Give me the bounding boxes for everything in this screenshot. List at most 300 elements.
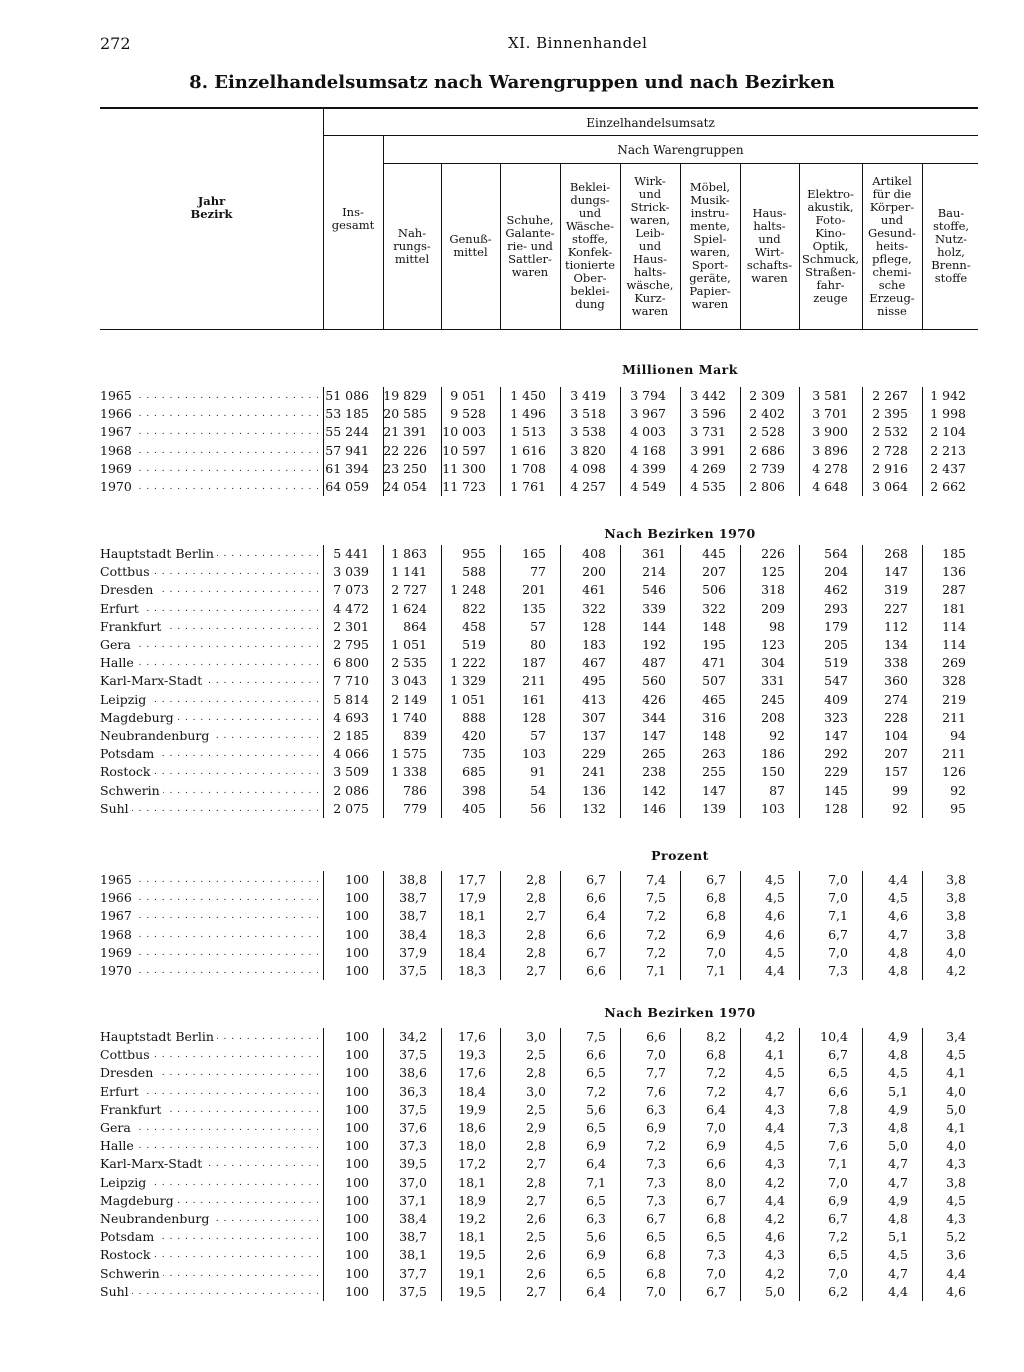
column-header: Genuß- mittel (449, 232, 492, 259)
table-cell: 7,1 (646, 963, 666, 978)
table-cell: 4,6 (888, 908, 908, 924)
table-cell: 157 (884, 764, 908, 780)
table-cell: 1 575 (391, 746, 427, 762)
table-cell: 4,7 (888, 1156, 908, 1172)
row-label-text: Dresden (100, 1065, 156, 1080)
table-row (100, 889, 980, 907)
table-cell: 1 496 (510, 406, 546, 422)
table-cell: 6,6 (586, 1047, 606, 1063)
table-cell: 2 104 (930, 424, 966, 440)
table-cell: 3 419 (570, 388, 606, 403)
table-row (100, 1101, 980, 1119)
table-cell: 8,0 (706, 1174, 726, 1190)
table-row (100, 727, 980, 745)
table-cell: 1 998 (930, 406, 966, 422)
row-label-text: 1967 (100, 424, 135, 439)
table-cell: 6,9 (586, 1247, 606, 1263)
table-cell: 3,8 (946, 890, 966, 906)
table-cell: 6,5 (706, 1229, 726, 1245)
table-cell: 38,7 (399, 908, 427, 924)
table-cell: 37,3 (399, 1138, 427, 1154)
table-cell: 6,5 (586, 1265, 606, 1281)
table-cell: 100 (345, 1083, 369, 1099)
table-row (100, 1283, 980, 1301)
table-cell: 4,5 (765, 890, 785, 906)
table-cell: 2,8 (526, 890, 546, 906)
table-cell: 269 (942, 655, 966, 671)
table-cell: 144 (642, 618, 666, 634)
table-cell: 864 (403, 618, 427, 634)
row-label (100, 636, 318, 654)
column-header: Schuhe, Galante- rie- und Sattler- waren (505, 212, 555, 279)
row-label-text: Schwerin (100, 783, 163, 798)
table-cell: 4,5 (946, 1047, 966, 1063)
table-cell: 3 043 (391, 673, 427, 689)
table-cell: 147 (824, 728, 848, 743)
row-label-text: Karl-Marx-Stadt (100, 673, 205, 688)
header-bottom-rule (100, 329, 978, 330)
table-cell: 39,5 (399, 1156, 427, 1172)
table-cell: 195 (702, 637, 726, 652)
table-cell: 1 740 (391, 709, 427, 725)
table-cell: 100 (345, 890, 369, 906)
table-cell: 123 (761, 637, 785, 652)
table-cell: 92 (892, 800, 908, 816)
table-cell: 211 (942, 746, 966, 762)
table-cell: 2,7 (526, 963, 546, 978)
table-cell: 57 (530, 618, 546, 634)
row-label (100, 907, 318, 925)
table-cell: 4 269 (690, 460, 726, 476)
table-cell: 2,8 (526, 944, 546, 960)
table-cell: 226 (761, 546, 785, 561)
table-row (100, 1192, 980, 1210)
table-cell: 2 301 (333, 618, 369, 634)
table-cell: 150 (761, 764, 785, 780)
table-cell: 55 244 (325, 424, 369, 440)
table-cell: 125 (761, 564, 785, 580)
table-cell: 322 (582, 600, 606, 616)
header-column-rule (560, 163, 561, 329)
table-row (100, 1228, 980, 1246)
table-cell: 241 (582, 764, 606, 780)
table-row (100, 618, 980, 636)
table-cell: 146 (642, 800, 666, 816)
table-cell: 4 098 (570, 460, 606, 476)
table-cell: 19,9 (458, 1101, 486, 1117)
table-cell: 495 (582, 673, 606, 689)
running-head: XI. Binnenhandel (508, 34, 648, 52)
table-cell: 183 (582, 637, 606, 652)
table-cell: 2,8 (526, 1174, 546, 1190)
table-cell: 7,2 (646, 944, 666, 960)
table-cell: 4,6 (765, 908, 785, 924)
row-label-text: Potsdam (100, 746, 157, 761)
table-cell: 2,8 (526, 872, 546, 887)
table-cell: 331 (761, 673, 785, 689)
table-cell: 7,2 (706, 1065, 726, 1081)
section-title: Millionen Mark (622, 362, 738, 377)
table-cell: 187 (522, 655, 546, 671)
table-cell: 38,7 (399, 890, 427, 906)
row-label (100, 1246, 318, 1264)
table-row (100, 581, 980, 599)
table-cell: 100 (345, 1065, 369, 1081)
table-cell: 6,7 (828, 926, 848, 942)
table-cell: 161 (522, 691, 546, 707)
table-cell: 186 (761, 746, 785, 762)
table-cell: 98 (769, 618, 785, 634)
page-number: 272 (100, 34, 131, 53)
table-cell: 51 086 (325, 388, 369, 403)
table-cell: 360 (884, 673, 908, 689)
table-cell: 3 701 (812, 406, 848, 422)
table-cell: 465 (702, 691, 726, 707)
table-cell: 103 (761, 800, 785, 816)
table-cell: 6,6 (646, 1029, 666, 1044)
table-cell: 18,1 (458, 1229, 486, 1245)
row-label-text: Leipzig (100, 1175, 149, 1190)
table-cell: 2 806 (749, 479, 785, 494)
row-label-text: Cottbus (100, 1047, 153, 1062)
table-cell: 461 (582, 582, 606, 598)
table-cell: 19,5 (458, 1283, 486, 1299)
table-cell: 37,0 (399, 1174, 427, 1190)
row-label-text: 1965 (100, 388, 135, 403)
column-header: Möbel, Musik- instru- mente, Spiel- waren, Sport- geräte, Papier- waren (689, 180, 731, 311)
table-cell: 293 (824, 600, 848, 616)
table-cell: 2 395 (872, 406, 908, 422)
table-cell: 38,1 (399, 1247, 427, 1263)
table-cell: 4 066 (333, 746, 369, 762)
table-cell: 6,7 (706, 872, 726, 887)
table-cell: 2 662 (930, 479, 966, 494)
table-cell: 405 (462, 800, 486, 816)
table-cell: 2,6 (526, 1265, 546, 1281)
table-cell: 7,0 (828, 872, 848, 887)
table-cell: 4,1 (946, 1120, 966, 1135)
table-cell: 3,6 (946, 1247, 966, 1263)
row-label (100, 618, 318, 636)
table-cell: 1 329 (450, 673, 486, 689)
table-cell: 4,8 (888, 1120, 908, 1135)
row-label-text: Erfurt (100, 1084, 142, 1099)
table-cell: 4,1 (765, 1047, 785, 1063)
table-cell: 3 518 (570, 406, 606, 422)
table-cell: 4,4 (888, 1283, 908, 1299)
table-cell: 17,9 (458, 890, 486, 906)
table-cell: 100 (345, 1211, 369, 1226)
table-cell: 6,9 (706, 1138, 726, 1154)
header-column-rule (862, 163, 863, 329)
table-cell: 5,0 (765, 1283, 785, 1299)
table-cell: 37,5 (399, 1283, 427, 1299)
group-heading: Einzelhandelsumsatz (586, 116, 715, 130)
row-label-text: 1966 (100, 406, 135, 421)
table-cell: 19,3 (458, 1047, 486, 1063)
table-cell: 1 338 (391, 764, 427, 780)
table-cell: 4,6 (765, 926, 785, 942)
table-cell: 10,4 (820, 1029, 848, 1044)
row-label (100, 944, 318, 962)
table-cell: 192 (642, 637, 666, 652)
table-cell: 3 581 (812, 388, 848, 403)
table-cell: 307 (582, 709, 606, 725)
table-cell: 2 728 (872, 442, 908, 458)
table-cell: 6,7 (586, 872, 606, 887)
table-cell: 467 (582, 655, 606, 671)
table-cell: 3 967 (630, 406, 666, 422)
table-cell: 786 (403, 782, 427, 798)
table-cell: 201 (522, 582, 546, 598)
table-cell: 229 (582, 746, 606, 762)
table-cell: 3 509 (333, 764, 369, 780)
column-header: Nah- rungs- mittel (393, 225, 431, 266)
table-cell: 2,8 (526, 1138, 546, 1154)
table-cell: 5,1 (888, 1229, 908, 1245)
row-label (100, 1028, 318, 1046)
table-cell: 6,7 (828, 1211, 848, 1226)
table-cell: 227 (884, 600, 908, 616)
table-cell: 24 054 (383, 479, 427, 494)
table-cell: 4 168 (630, 442, 666, 458)
table-cell: 7,2 (646, 908, 666, 924)
table-cell: 147 (702, 782, 726, 798)
table-cell: 3 064 (872, 479, 908, 494)
table-cell: 136 (942, 564, 966, 580)
table-cell: 1 513 (510, 424, 546, 440)
table-cell: 100 (345, 1265, 369, 1281)
table-cell: 6,7 (586, 944, 606, 960)
table-cell: 148 (702, 618, 726, 634)
table-row (100, 1119, 980, 1137)
table-cell: 4,4 (946, 1265, 966, 1281)
table-cell: 128 (824, 800, 848, 816)
table-cell: 38,4 (399, 1211, 427, 1226)
table-cell: 7,5 (646, 890, 666, 906)
table-cell: 7,3 (706, 1247, 726, 1263)
row-label (100, 654, 318, 672)
table-cell: 2 532 (872, 424, 908, 440)
table-cell: 7,0 (706, 1265, 726, 1281)
row-label-text: 1970 (100, 479, 135, 494)
table-cell: 888 (462, 709, 486, 725)
table-cell: 2 916 (872, 460, 908, 476)
table-cell: 1 222 (450, 655, 486, 671)
row-label (100, 672, 318, 690)
table-cell: 4,9 (888, 1101, 908, 1117)
table-cell: 7,0 (706, 944, 726, 960)
row-label (100, 478, 318, 496)
table-cell: 87 (769, 782, 785, 798)
table-cell: 9 528 (450, 406, 486, 422)
table-cell: 955 (462, 546, 486, 561)
table-cell: 2 309 (749, 388, 785, 403)
table-cell: 136 (582, 782, 606, 798)
table-cell: 4,5 (888, 1065, 908, 1081)
row-label (100, 545, 318, 563)
table-cell: 18,3 (458, 963, 486, 978)
table-cell: 99 (892, 782, 908, 798)
table-cell: 7,2 (646, 1138, 666, 1154)
table-cell: 1 248 (450, 582, 486, 598)
table-cell: 3 896 (812, 442, 848, 458)
table-row (100, 405, 980, 423)
table-cell: 137 (582, 728, 606, 743)
table-cell: 37,1 (399, 1192, 427, 1208)
table-cell: 4,5 (765, 872, 785, 887)
header-column-rule (922, 163, 923, 329)
table-row (100, 962, 980, 980)
table-cell: 4 472 (333, 600, 369, 616)
table-cell: 100 (345, 1101, 369, 1117)
table-cell: 100 (345, 926, 369, 942)
table-cell: 4,7 (888, 926, 908, 942)
table-cell: 7,2 (706, 1083, 726, 1099)
table-cell: 6,9 (646, 1120, 666, 1135)
table-cell: 6,2 (828, 1283, 848, 1299)
table-cell: 10 003 (442, 424, 486, 440)
group-rule (323, 135, 978, 136)
table-cell: 7,0 (646, 1047, 666, 1063)
table-cell: 2,6 (526, 1247, 546, 1263)
table-cell: 4,4 (888, 872, 908, 887)
table-cell: 4,7 (765, 1083, 785, 1099)
table-cell: 1 141 (391, 564, 427, 580)
table-cell: 6,9 (706, 926, 726, 942)
row-label-text: Cottbus (100, 564, 153, 579)
table-row (100, 387, 980, 405)
table-cell: 148 (702, 728, 726, 743)
table-cell: 112 (884, 618, 908, 634)
table-cell: 100 (345, 963, 369, 978)
table-cell: 4,8 (888, 1047, 908, 1063)
table-cell: 519 (462, 637, 486, 652)
table-cell: 103 (522, 746, 546, 762)
row-label (100, 1265, 318, 1283)
table-cell: 6,9 (586, 1138, 606, 1154)
table-cell: 316 (702, 709, 726, 725)
table-cell: 100 (345, 1120, 369, 1135)
table-cell: 323 (824, 709, 848, 725)
table-cell: 4,5 (765, 1138, 785, 1154)
row-label (100, 1046, 318, 1064)
table-row (100, 800, 980, 818)
table-cell: 6,4 (586, 908, 606, 924)
table-cell: 839 (403, 728, 427, 743)
table-cell: 5,0 (888, 1138, 908, 1154)
table-cell: 2,9 (526, 1120, 546, 1135)
table-cell: 3 039 (333, 564, 369, 580)
row-label-text: 1968 (100, 927, 135, 942)
table-cell: 100 (345, 1047, 369, 1063)
table-cell: 7,5 (586, 1029, 606, 1044)
table-cell: 128 (582, 618, 606, 634)
table-cell: 7,1 (828, 908, 848, 924)
table-cell: 38,8 (399, 872, 427, 887)
table-cell: 100 (345, 872, 369, 887)
row-label-text: Gera (100, 1120, 134, 1135)
table-row (100, 1174, 980, 1192)
table-row (100, 907, 980, 925)
table-cell: 100 (345, 1156, 369, 1172)
table-cell: 6,3 (586, 1211, 606, 1226)
table-cell: 1 863 (391, 546, 427, 561)
table-cell: 6,5 (586, 1120, 606, 1135)
table-cell: 4 278 (812, 460, 848, 476)
table-cell: 7,6 (828, 1138, 848, 1154)
table-cell: 3,8 (946, 1174, 966, 1190)
table-cell: 4 535 (690, 479, 726, 494)
table-cell: 685 (462, 764, 486, 780)
table-cell: 506 (702, 582, 726, 598)
row-label (100, 1192, 318, 1210)
table-cell: 53 185 (325, 406, 369, 422)
table-cell: 4,9 (888, 1192, 908, 1208)
row-label (100, 962, 318, 980)
table-row (100, 672, 980, 690)
row-label (100, 1083, 318, 1101)
table-cell: 100 (345, 1138, 369, 1154)
table-cell: 6,5 (646, 1229, 666, 1245)
table-cell: 6,5 (586, 1065, 606, 1081)
row-label-text: Hauptstadt Berlin (100, 546, 217, 561)
table-row (100, 478, 980, 496)
table-row (100, 442, 980, 460)
table-cell: 546 (642, 582, 666, 598)
table-cell: 7,2 (828, 1229, 848, 1245)
table-cell: 7,2 (586, 1083, 606, 1099)
table-cell: 181 (942, 600, 966, 616)
row-label (100, 1137, 318, 1155)
table-row (100, 1083, 980, 1101)
table-cell: 3,4 (946, 1029, 966, 1044)
table-cell: 100 (345, 1247, 369, 1263)
row-label-text: Neubrandenburg (100, 728, 212, 743)
row-label (100, 460, 318, 478)
table-row (100, 926, 980, 944)
table-cell: 57 941 (325, 442, 369, 458)
table-cell: 38,7 (399, 1229, 427, 1245)
table-cell: 100 (345, 1029, 369, 1044)
table-cell: 779 (403, 800, 427, 816)
table-cell: 139 (702, 800, 726, 816)
table-cell: 9 051 (450, 388, 486, 403)
table-cell: 77 (530, 564, 546, 580)
table-cell: 18,0 (458, 1138, 486, 1154)
table-cell: 37,5 (399, 1101, 427, 1117)
table-row (100, 944, 980, 962)
table-cell: 507 (702, 673, 726, 689)
row-label (100, 423, 318, 441)
table-cell: 2,8 (526, 1065, 546, 1081)
table-cell: 4,4 (765, 1120, 785, 1135)
table-cell: 18,1 (458, 908, 486, 924)
row-label-text: 1965 (100, 872, 135, 887)
table-cell: 3,8 (946, 908, 966, 924)
table-cell: 344 (642, 709, 666, 725)
column-header: Beklei- dungs- und Wäsche- stoffe, Konfek- tionierte Ober- beklei- dung (564, 180, 616, 311)
table-cell: 21 391 (383, 424, 427, 440)
table-cell: 6,6 (828, 1083, 848, 1099)
row-label (100, 1210, 318, 1228)
table-cell: 1 942 (930, 388, 966, 403)
table-cell: 564 (824, 546, 848, 561)
table-cell: 822 (462, 600, 486, 616)
table-cell: 263 (702, 746, 726, 762)
column-header: Haus- halts- und Wirt- schafts- waren (746, 206, 793, 285)
row-label-text: Frankfurt (100, 1102, 164, 1117)
